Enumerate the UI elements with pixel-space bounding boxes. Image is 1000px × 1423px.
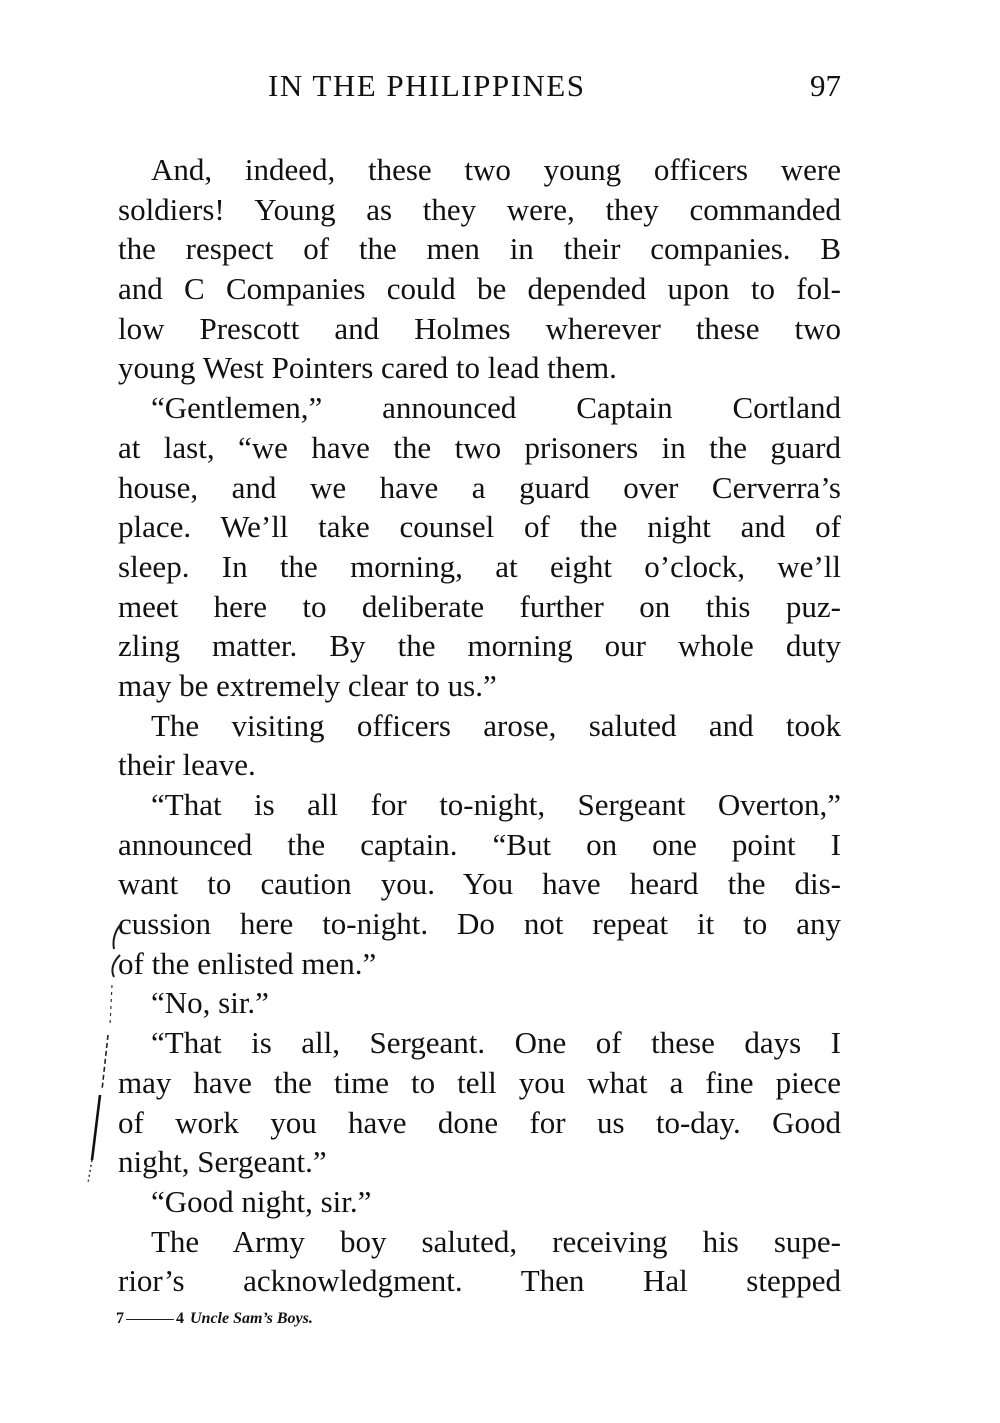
text-line: and C Companies could be depended upon to fol- [118, 271, 841, 307]
text-line: their leave. [118, 747, 256, 783]
signature-book-title: Uncle Sam’s Boys. [190, 1310, 313, 1327]
text-line: low Prescott and Holmes wherever these two [118, 310, 841, 346]
sheet-number: 7 [116, 1310, 124, 1327]
text-line: announced the captain. “But on one point I [118, 826, 841, 862]
signature-rule [126, 1319, 174, 1320]
text-line: place. We’ll take counsel of the night and of [118, 509, 841, 545]
text-line: The visiting officers arose, saluted and took [151, 707, 841, 743]
text-line: soldiers! Young as they were, they commanded [118, 191, 841, 227]
text-line: “That is all, Sergeant. One of these days I [151, 1025, 841, 1061]
text-line: night, Sergeant.” [118, 1144, 327, 1180]
running-title: IN THE PHILIPPINES [268, 68, 586, 103]
margin-pencil-mark [70, 915, 130, 1195]
text-line: house, and we have a guard over Cerverra’s [118, 469, 841, 505]
body-text [118, 150, 841, 1301]
text-line: “Gentlemen,” announced Captain Cortland [151, 390, 841, 426]
text-line: “No, sir.” [151, 985, 269, 1021]
gathering-number: 4 [176, 1310, 184, 1327]
text-line: may have the time to tell you what a fine piece [118, 1064, 841, 1100]
text-line: may be extremely clear to us.” [118, 667, 497, 703]
text-line: The Army boy saluted, receiving his supe- [151, 1223, 841, 1259]
text-line: “That is all for to-night, Sergeant Overton,” [151, 787, 841, 822]
running-head [118, 68, 841, 112]
printer-signature [116, 1310, 313, 1328]
text-line: want to caution you. You have heard the dis- [118, 866, 841, 902]
text-line: sleep. In the morning, at eight o’clock, we’ll [118, 548, 841, 584]
text-line: of work you have done for us to-day. Good [118, 1104, 841, 1140]
text-line: meet here to deliberate further on this puz- [118, 588, 841, 624]
text-line: rior’s acknowledgment. Then Hal stepped [118, 1263, 841, 1299]
page-number: 97 [810, 68, 841, 103]
text-line: zling matter. By the morning our whole duty [118, 628, 841, 664]
text-line: of the enlisted men.” [118, 945, 377, 981]
text-line: cussion here to-night. Do not repeat it to any [118, 906, 841, 942]
text-line: the respect of the men in their companies. B [118, 231, 841, 267]
text-line: at last, “we have the two prisoners in the guard [118, 429, 841, 465]
text-line: “Good night, sir.” [151, 1183, 372, 1219]
text-line: And, indeed, these two young officers were [151, 152, 841, 187]
text-line: young West Pointers cared to lead them. [118, 350, 617, 386]
